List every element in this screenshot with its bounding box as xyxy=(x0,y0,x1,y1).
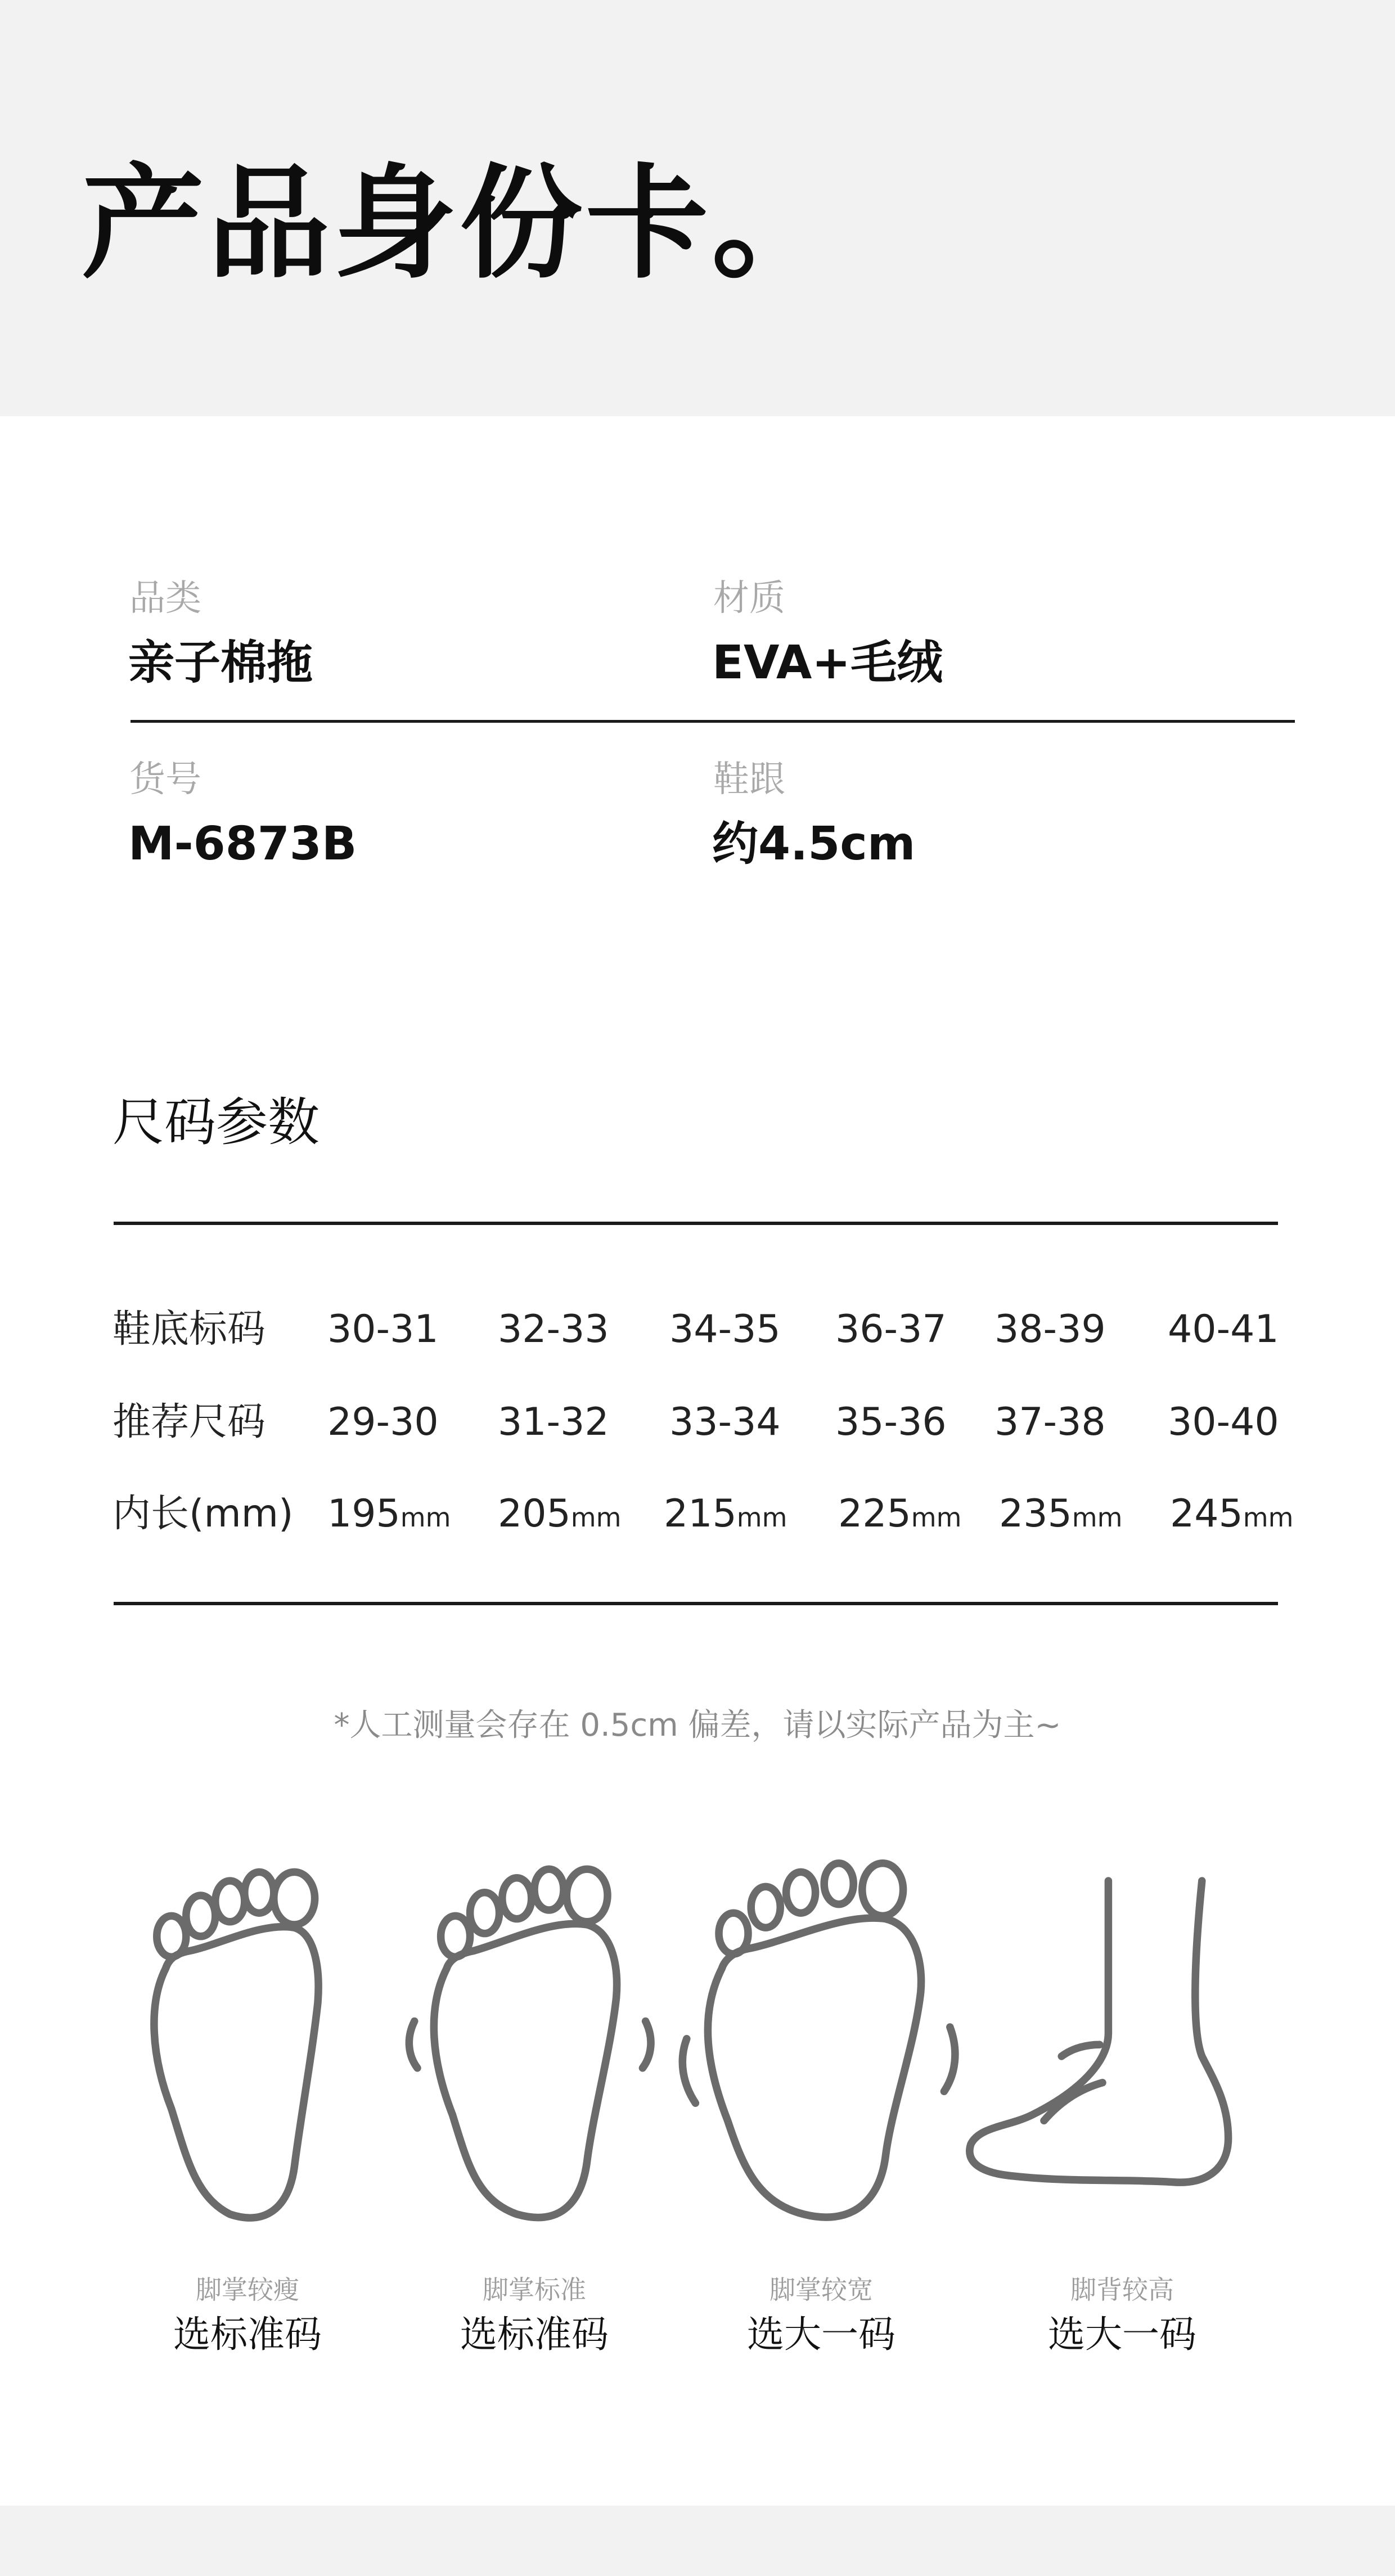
foot-advice: 选大一码 xyxy=(747,2313,896,2356)
foot-advice: 选大一码 xyxy=(1048,2313,1196,2356)
table-bottom-rule xyxy=(114,1602,1278,1605)
table-cell: 38-39 xyxy=(994,1307,1106,1352)
spec-divider xyxy=(130,720,1295,723)
row-label-inner-length: 内长(mm) xyxy=(112,1492,294,1536)
unit-label: mm xyxy=(570,1502,622,1533)
table-cell: 29-30 xyxy=(327,1400,439,1444)
slim-foot-icon xyxy=(101,1850,394,2233)
unit-label: mm xyxy=(1072,1502,1123,1533)
foot-advice: 选标准码 xyxy=(460,2313,609,2356)
item-no-label: 货号 xyxy=(129,759,201,800)
category-value: 亲子棉拖 xyxy=(128,636,313,690)
table-cell: 32-33 xyxy=(498,1307,609,1352)
table-cell: 205mm xyxy=(498,1492,622,1536)
wide-foot-icon xyxy=(675,1850,968,2233)
table-cell: 34-35 xyxy=(669,1307,781,1352)
high-instep-foot-icon xyxy=(956,1850,1249,2233)
row-label-recommended-size: 推荐尺码 xyxy=(112,1400,266,1444)
table-cell: 36-37 xyxy=(835,1307,947,1352)
heel-label: 鞋跟 xyxy=(713,759,785,800)
row-label-sole-size: 鞋底标码 xyxy=(112,1307,266,1352)
table-cell: 35-36 xyxy=(835,1400,947,1444)
material-value: EVA+毛绒 xyxy=(712,636,943,690)
foot-caption: 脚掌较瘦 xyxy=(196,2275,299,2305)
category-label: 品类 xyxy=(129,578,201,619)
table-cell: 33-34 xyxy=(669,1400,781,1444)
table-cell: 31-32 xyxy=(498,1400,609,1444)
foot-caption: 脚掌标准 xyxy=(483,2275,586,2305)
footer-band xyxy=(0,2506,1395,2576)
standard-foot-icon xyxy=(388,1850,681,2233)
table-cell: 195mm xyxy=(327,1492,451,1536)
page-title: 产品身份卡。 xyxy=(82,153,838,295)
foot-caption: 脚背较高 xyxy=(1070,2275,1174,2305)
table-top-rule xyxy=(114,1222,1278,1225)
measurement-note: *人工测量会存在 0.5cm 偏差，请以实际产品为主~ xyxy=(334,1707,1061,1744)
table-cell: 225mm xyxy=(838,1492,962,1536)
foot-advice: 选标准码 xyxy=(173,2313,322,2356)
table-cell: 245mm xyxy=(1170,1492,1294,1536)
heel-value: 约4.5cm xyxy=(712,817,916,871)
unit-label: mm xyxy=(736,1502,788,1533)
unit-label: mm xyxy=(911,1502,962,1533)
table-cell: 37-38 xyxy=(994,1400,1106,1444)
table-cell: 30-31 xyxy=(327,1307,439,1352)
size-section-title: 尺码参数 xyxy=(112,1092,320,1152)
table-cell: 235mm xyxy=(999,1492,1123,1536)
unit-label: mm xyxy=(1243,1502,1294,1533)
table-cell: 30-40 xyxy=(1168,1400,1279,1444)
item-no-value: M-6873B xyxy=(128,817,357,871)
table-cell: 40-41 xyxy=(1168,1307,1279,1352)
unit-label: mm xyxy=(400,1502,451,1533)
table-cell: 215mm xyxy=(664,1492,788,1536)
foot-caption: 脚掌较宽 xyxy=(770,2275,873,2305)
material-label: 材质 xyxy=(713,578,785,619)
